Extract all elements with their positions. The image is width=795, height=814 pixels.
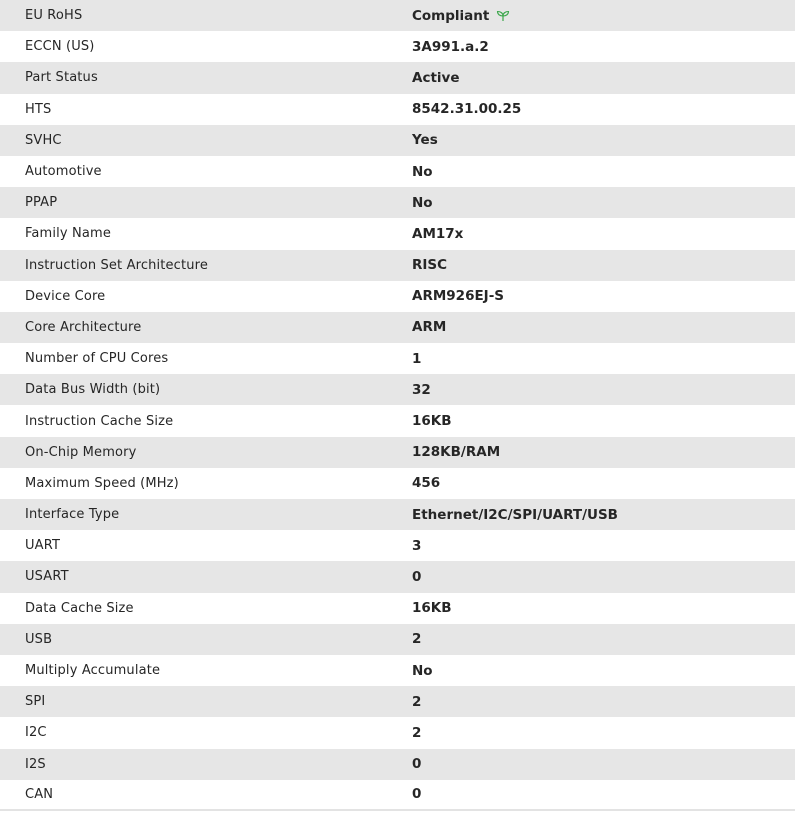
spec-row-usart bbox=[0, 561, 795, 592]
spec-value: 8542.31.00.25 bbox=[412, 101, 522, 118]
spec-value: 2 bbox=[412, 631, 422, 648]
spec-label: CAN bbox=[25, 786, 54, 802]
spec-value: No bbox=[412, 163, 433, 180]
spec-label: Data Cache Size bbox=[25, 600, 134, 616]
spec-row-i2c bbox=[0, 717, 795, 748]
spec-label: Instruction Set Architecture bbox=[25, 257, 208, 273]
spec-row-on-chip-memory bbox=[0, 437, 795, 468]
spec-row-instruction-cache-size bbox=[0, 405, 795, 436]
spec-value: 0 bbox=[412, 786, 422, 803]
spec-value: Active bbox=[412, 69, 460, 86]
spec-label: Interface Type bbox=[25, 507, 120, 523]
leaf-icon bbox=[496, 10, 510, 22]
spec-label: SVHC bbox=[25, 132, 62, 148]
spec-value: 456 bbox=[412, 475, 441, 492]
spec-value: 1 bbox=[412, 350, 422, 367]
spec-row-eu-rohs bbox=[0, 0, 795, 31]
spec-label: Part Status bbox=[25, 70, 98, 86]
spec-label: PPAP bbox=[25, 195, 58, 211]
spec-value: 16KB bbox=[412, 600, 452, 617]
spec-row-automotive bbox=[0, 156, 795, 187]
spec-label: SPI bbox=[25, 694, 46, 710]
spec-row-data-bus-width bbox=[0, 374, 795, 405]
spec-label: USB bbox=[25, 631, 53, 647]
spec-value: 2 bbox=[412, 724, 422, 741]
spec-value: 3A991.a.2 bbox=[412, 38, 489, 55]
spec-label: HTS bbox=[25, 101, 52, 117]
spec-label: Family Name bbox=[25, 226, 111, 242]
spec-value: ARM926EJ-S bbox=[412, 288, 505, 305]
spec-row-number-of-cpu-cores bbox=[0, 343, 795, 374]
spec-label: Number of CPU Cores bbox=[25, 351, 169, 367]
spec-value-container bbox=[412, 8, 795, 24]
spec-row-maximum-speed bbox=[0, 468, 795, 499]
spec-value: RISC bbox=[412, 257, 448, 274]
spec-label: EU RoHS bbox=[25, 8, 83, 24]
spec-value: No bbox=[412, 662, 433, 679]
spec-value: AM17x bbox=[412, 225, 464, 242]
spec-row-uart bbox=[0, 530, 795, 561]
spec-row-core-architecture bbox=[0, 312, 795, 343]
spec-row-interface-type bbox=[0, 499, 795, 530]
spec-label: I2S bbox=[25, 756, 46, 772]
spec-value: No bbox=[412, 194, 433, 211]
spec-row-ppap bbox=[0, 187, 795, 218]
spec-row-usb bbox=[0, 624, 795, 655]
spec-row-instruction-set-architecture bbox=[0, 250, 795, 281]
spec-row-eccn-us bbox=[0, 31, 795, 62]
spec-value: Ethernet/I2C/SPI/UART/USB bbox=[412, 506, 618, 523]
spec-label: On-Chip Memory bbox=[25, 444, 137, 460]
spec-row-hts bbox=[0, 94, 795, 125]
spec-row-part-status bbox=[0, 62, 795, 93]
spec-row-can bbox=[0, 780, 795, 811]
spec-value: 128KB/RAM bbox=[412, 444, 501, 461]
spec-label: USART bbox=[25, 569, 69, 585]
spec-label: ECCN (US) bbox=[25, 39, 95, 55]
spec-value: Yes bbox=[412, 132, 438, 149]
spec-row-spi bbox=[0, 686, 795, 717]
spec-value: 0 bbox=[412, 756, 422, 773]
spec-row-i2s bbox=[0, 749, 795, 780]
spec-row-data-cache-size bbox=[0, 593, 795, 624]
spec-label: UART bbox=[25, 538, 61, 554]
spec-value: 3 bbox=[412, 537, 422, 554]
spec-label: Data Bus Width (bit) bbox=[25, 382, 161, 398]
spec-label: Instruction Cache Size bbox=[25, 413, 174, 429]
spec-value: 2 bbox=[412, 693, 422, 710]
spec-value: 16KB bbox=[412, 413, 452, 430]
spec-label: Maximum Speed (MHz) bbox=[25, 475, 179, 491]
spec-label: I2C bbox=[25, 725, 47, 741]
spec-row-device-core bbox=[0, 281, 795, 312]
spec-row-multiply-accumulate bbox=[0, 655, 795, 686]
spec-row-family-name bbox=[0, 218, 795, 249]
spec-label: Multiply Accumulate bbox=[25, 663, 161, 679]
spec-label: Automotive bbox=[25, 164, 102, 180]
spec-value: Compliant bbox=[412, 7, 490, 24]
spec-label: Device Core bbox=[25, 288, 106, 304]
spec-row-svhc bbox=[0, 125, 795, 156]
spec-value: ARM bbox=[412, 319, 447, 336]
spec-label: Core Architecture bbox=[25, 319, 142, 335]
spec-value: 0 bbox=[412, 568, 422, 585]
spec-value: 32 bbox=[412, 381, 431, 398]
